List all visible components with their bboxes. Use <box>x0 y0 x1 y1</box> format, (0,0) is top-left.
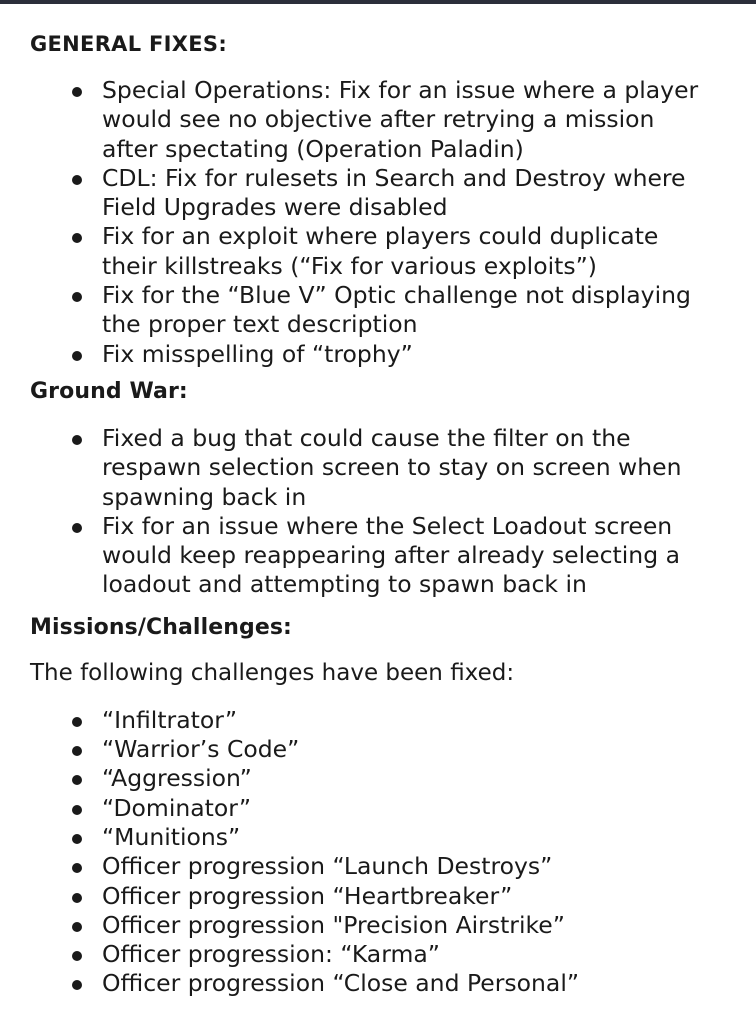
list-item-line: “Warrior’s Code” <box>102 735 300 764</box>
list-item <box>30 512 740 600</box>
missions-heading: Missions/Challenges: <box>30 614 292 640</box>
list-item-line: the proper text description <box>102 310 418 339</box>
list-item-line: would see no objective after retrying a mission <box>102 105 655 134</box>
list-item <box>30 735 740 764</box>
bullet-icon <box>72 292 82 302</box>
bullet-icon <box>72 523 82 533</box>
list-item-line: Officer progression “Close and Personal” <box>102 969 580 998</box>
bullet-icon <box>72 351 82 361</box>
bullet-icon <box>72 717 82 727</box>
bullet-icon <box>72 834 82 844</box>
general-fixes-section <box>30 30 740 369</box>
missions-section <box>30 614 740 999</box>
bullet-icon <box>72 775 82 785</box>
list-item <box>30 340 740 369</box>
bullet-icon <box>72 980 82 990</box>
list-item-line: “Dominator” <box>102 793 252 822</box>
list-item-line: “Aggression” <box>102 764 252 793</box>
missions-list <box>30 706 740 999</box>
list-item-line: Officer progression "Precision Airstrike” <box>102 910 565 939</box>
list-item <box>30 794 740 823</box>
list-item-line: would keep reappearing after already selecting a <box>102 541 680 570</box>
list-item-line: CDL: Fix for rulesets in Search and Destroy where <box>102 163 686 192</box>
list-item <box>30 764 740 793</box>
list-item <box>30 882 740 911</box>
list-item-line: Special Operations: Fix for an issue where a player <box>102 76 699 104</box>
missions-intro: The following challenges have been fixed: <box>30 659 515 686</box>
list-item <box>30 222 740 281</box>
bullet-icon <box>72 893 82 903</box>
list-item-line: after spectating (Operation Paladin) <box>102 134 524 163</box>
list-item <box>30 940 740 969</box>
bullet-icon <box>72 805 82 815</box>
bullet-icon <box>72 863 82 873</box>
bullet-icon <box>72 87 82 97</box>
general-fixes-list <box>30 76 740 369</box>
bullet-icon <box>72 922 82 932</box>
list-item-line: Officer progression “Heartbreaker” <box>102 881 513 910</box>
bullet-icon <box>72 435 82 445</box>
list-item <box>30 706 740 735</box>
list-item-line: Fix for an exploit where players could duplicate <box>102 222 659 251</box>
list-item-line: Field Upgrades were disabled <box>102 193 448 222</box>
list-item-line: spawning back in <box>102 482 307 511</box>
bullet-icon <box>72 233 82 243</box>
list-item-line: Officer progression: “Karma” <box>102 940 440 969</box>
list-item <box>30 852 740 881</box>
list-item <box>30 164 740 223</box>
list-item <box>30 911 740 940</box>
bullet-icon <box>72 175 82 185</box>
top-edge-bar <box>0 0 756 4</box>
list-item-line: loadout and attempting to spawn back in <box>102 570 587 599</box>
list-item-line: their killstreaks (“Fix for various exploits”) <box>102 251 597 280</box>
list-item-line: Fix misspelling of “trophy” <box>102 339 413 368</box>
list-item-line: Fix for an issue where the Select Loadout screen <box>102 511 673 540</box>
bullet-icon <box>72 746 82 756</box>
general-fixes-heading: GENERAL FIXES: <box>30 32 228 56</box>
ground-war-list <box>30 424 740 600</box>
list-item <box>30 281 740 340</box>
list-item <box>30 823 740 852</box>
patch-notes <box>30 30 740 999</box>
list-item <box>30 424 740 512</box>
list-item-line: Fix for the “Blue V” Optic challenge not displaying <box>102 281 691 310</box>
list-item <box>30 76 740 164</box>
bullet-icon <box>72 951 82 961</box>
list-item-line: “Munitions” <box>102 822 241 851</box>
ground-war-section <box>30 378 740 600</box>
list-item-line: Officer progression “Launch Destroys” <box>102 852 553 881</box>
list-item-line: respawn selection screen to stay on screen when <box>102 453 682 482</box>
list-item-line: Fixed a bug that could cause the filter on the <box>102 423 631 452</box>
list-item-line: “Infiltrator” <box>102 705 238 734</box>
list-item <box>30 969 740 998</box>
ground-war-heading: Ground War: <box>30 378 188 404</box>
